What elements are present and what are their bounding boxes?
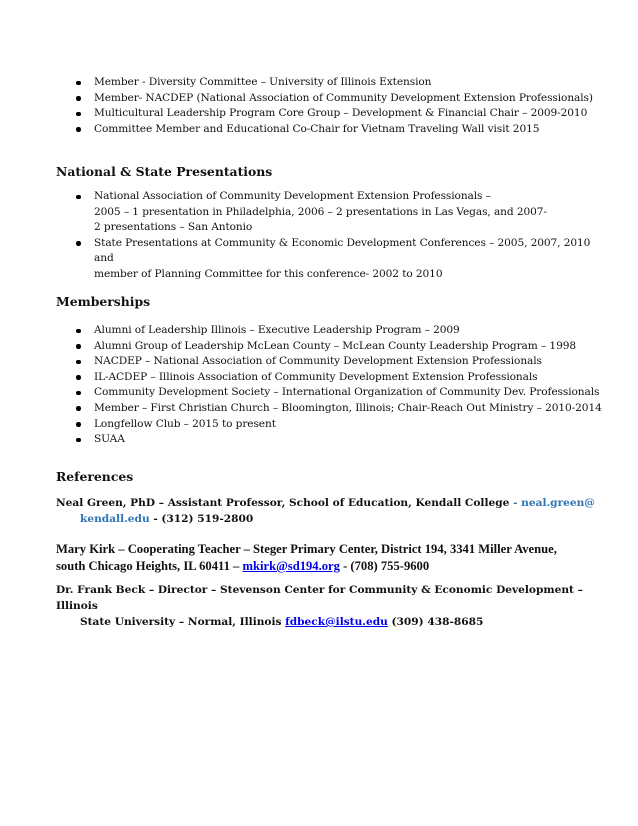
list-item (0, 189, 604, 236)
memberships-list (0, 323, 604, 448)
reference-line-2 (56, 614, 610, 630)
reference-line-2 (56, 511, 610, 527)
item-line: National Association of Community Development Extension Professionals – (94, 190, 491, 202)
email-text[interactable]: neal.green@ (521, 497, 595, 509)
list-item: Committee Member and Educational Co-Chair for Vietnam Traveling Wall visit 2015 (0, 122, 604, 138)
phone-text: (309) 438-8685 (387, 616, 484, 628)
list-item: Alumni Group of Leadership McLean County – McLean County Leadership Program – 1998 (0, 339, 604, 355)
list-item: NACDEP – National Association of Community Development Extension Professionals (0, 354, 604, 370)
list-item: IL-ACDEP – Illinois Association of Community Development Extension Professionals (0, 370, 604, 386)
reference-neal-green (56, 495, 610, 527)
list-item: Community Development Society – International Organization of Community Dev. Professionals (0, 385, 604, 401)
references-heading: References (56, 469, 134, 484)
presentations-heading: National & State Presentations (56, 164, 273, 179)
phone-text: - (312) 519-2800 (149, 513, 254, 525)
list-item (0, 236, 604, 283)
list-item: SUAA (0, 432, 604, 448)
phone-text: - (708) 755-9600 (339, 559, 430, 573)
list-item: Longfellow Club – 2015 to present (0, 417, 604, 433)
reference-text: Mary Kirk – Cooperating Teacher – Steger Primary Center, District 194, 3341 Miller Avenue, (56, 542, 557, 556)
reference-text: Neal Green, PhD – Assistant Professor, School of Education, Kendall College (56, 497, 510, 509)
top-activities-list (0, 75, 604, 137)
email-link[interactable]: fdbeck@ilstu.edu (285, 616, 388, 628)
item-line: member of Planning Committee for this conference- 2002 to 2010 (94, 267, 443, 280)
list-item: Multicultural Leadership Program Core Group – Development & Financial Chair – 2009-2010 (0, 106, 604, 122)
presentations-list (0, 189, 604, 283)
list-item: Member – First Christian Church – Bloomington, Illinois; Chair-Reach Out Ministry – 2010-2014 (0, 401, 604, 417)
email-text[interactable]: kendall.edu (80, 513, 150, 525)
separator: - (509, 497, 522, 509)
reference-frank-beck (56, 582, 610, 630)
item-line: 2 presentations – San Antonio (94, 221, 253, 234)
reference-text: State University – Normal, Illinois (80, 616, 286, 628)
list-item: Member- NACDEP (National Association of Community Development Extension Professionals) (0, 91, 604, 107)
memberships-heading: Memberships (56, 294, 151, 309)
email-link[interactable]: mkirk@sd194.org (242, 559, 340, 573)
item-line: 2005 – 1 presentation in Philadelphia, 2006 – 2 presentations in Las Vegas, and 2007- (94, 205, 547, 218)
list-item: Member - Diversity Committee – University of Illinois Extension (0, 75, 604, 91)
reference-text: Dr. Frank Beck – Director – Stevenson Center for Community & Economic Development –Illinois (56, 584, 583, 612)
item-line: State Presentations at Community & Economic Development Conferences – 2005, 2007, 2010 and (94, 236, 591, 265)
list-item: Alumni of Leadership Illinois – Executive Leadership Program – 2009 (0, 323, 604, 339)
reference-text: south Chicago Heights, IL 60411 – (56, 559, 243, 573)
reference-mary-kirk (56, 541, 610, 575)
